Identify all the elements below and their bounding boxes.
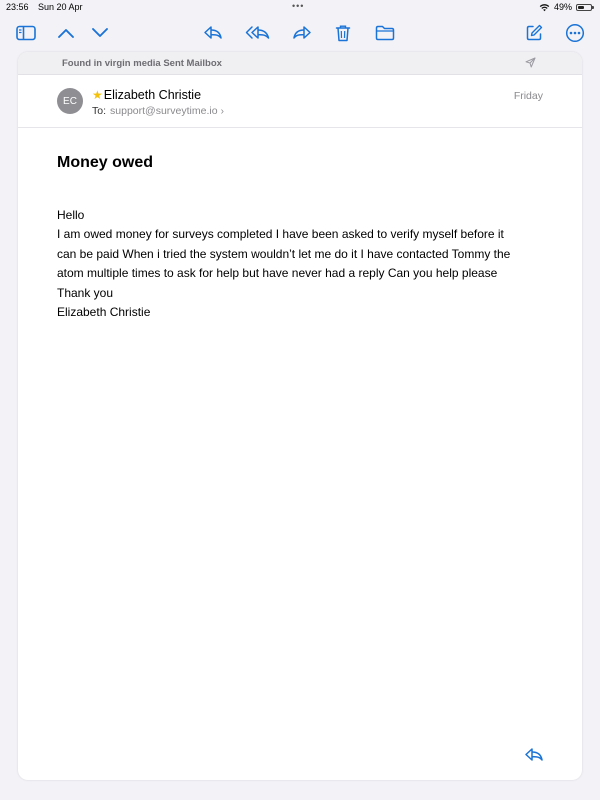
wifi-icon	[539, 3, 550, 12]
sidebar-toggle-button[interactable]	[14, 22, 38, 44]
forward-icon	[292, 25, 312, 41]
forward-button[interactable]	[290, 22, 314, 44]
found-in-text: Found in virgin media Sent Mailbox	[62, 58, 222, 69]
previous-message-button[interactable]	[54, 22, 78, 44]
battery-percent: 49%	[553, 2, 572, 12]
to-label: To:	[92, 105, 107, 117]
trash-icon	[335, 24, 351, 42]
folder-icon	[375, 25, 395, 41]
reply-bottom-button[interactable]	[524, 747, 544, 768]
reply-icon	[203, 25, 223, 41]
reply-icon	[524, 747, 544, 763]
status-date: Sun 20 Apr	[38, 2, 83, 12]
battery-icon	[576, 4, 592, 11]
reply-button[interactable]	[201, 22, 225, 44]
compose-button[interactable]	[522, 22, 546, 44]
multitasking-dots-icon[interactable]: •••	[292, 1, 305, 11]
sender-name[interactable]: Elizabeth Christie	[103, 88, 202, 102]
next-message-button[interactable]	[88, 22, 112, 44]
message-card	[18, 52, 582, 780]
status-bar	[0, 0, 600, 16]
message-subject: Money owed	[57, 154, 154, 171]
body-line: Hello	[57, 208, 85, 222]
battery-fill	[578, 6, 584, 9]
move-to-folder-button[interactable]	[373, 22, 397, 44]
chevron-up-icon	[57, 27, 75, 39]
message-date: Friday	[513, 90, 543, 102]
chevron-right-icon[interactable]: ›	[220, 105, 224, 117]
recipient-address[interactable]: support@surveytime.io	[110, 105, 218, 117]
sent-icon	[525, 57, 536, 68]
body-line: can be paid When i tried the system wouldn’t let me do it I have contacted Tommy the	[57, 246, 511, 261]
toolbar	[0, 18, 600, 48]
body-line: Elizabeth Christie	[57, 305, 151, 320]
trash-button[interactable]	[331, 22, 355, 44]
message-header	[18, 75, 582, 128]
status-right	[539, 2, 592, 12]
message-body	[57, 206, 547, 322]
more-options-button[interactable]	[563, 22, 587, 44]
more-icon	[565, 23, 585, 43]
recipient-line[interactable]	[92, 105, 224, 117]
found-in-banner	[18, 52, 582, 75]
star-icon: ★	[92, 88, 103, 102]
reply-all-icon	[245, 25, 271, 41]
body-line: atom multiple times to ask for help but have never had a reply Can you help please	[57, 266, 498, 281]
compose-icon	[525, 24, 543, 42]
avatar[interactable]: EC	[57, 88, 83, 114]
chevron-down-icon	[91, 27, 109, 39]
status-time: 23:56	[6, 2, 29, 12]
body-line: I am owed money for surveys completed I have been asked to verify myself before it	[57, 227, 504, 242]
reply-all-button[interactable]	[244, 22, 272, 44]
sender-line[interactable]	[92, 88, 201, 102]
sidebar-icon	[16, 25, 36, 41]
body-line: Thank you	[57, 285, 114, 300]
